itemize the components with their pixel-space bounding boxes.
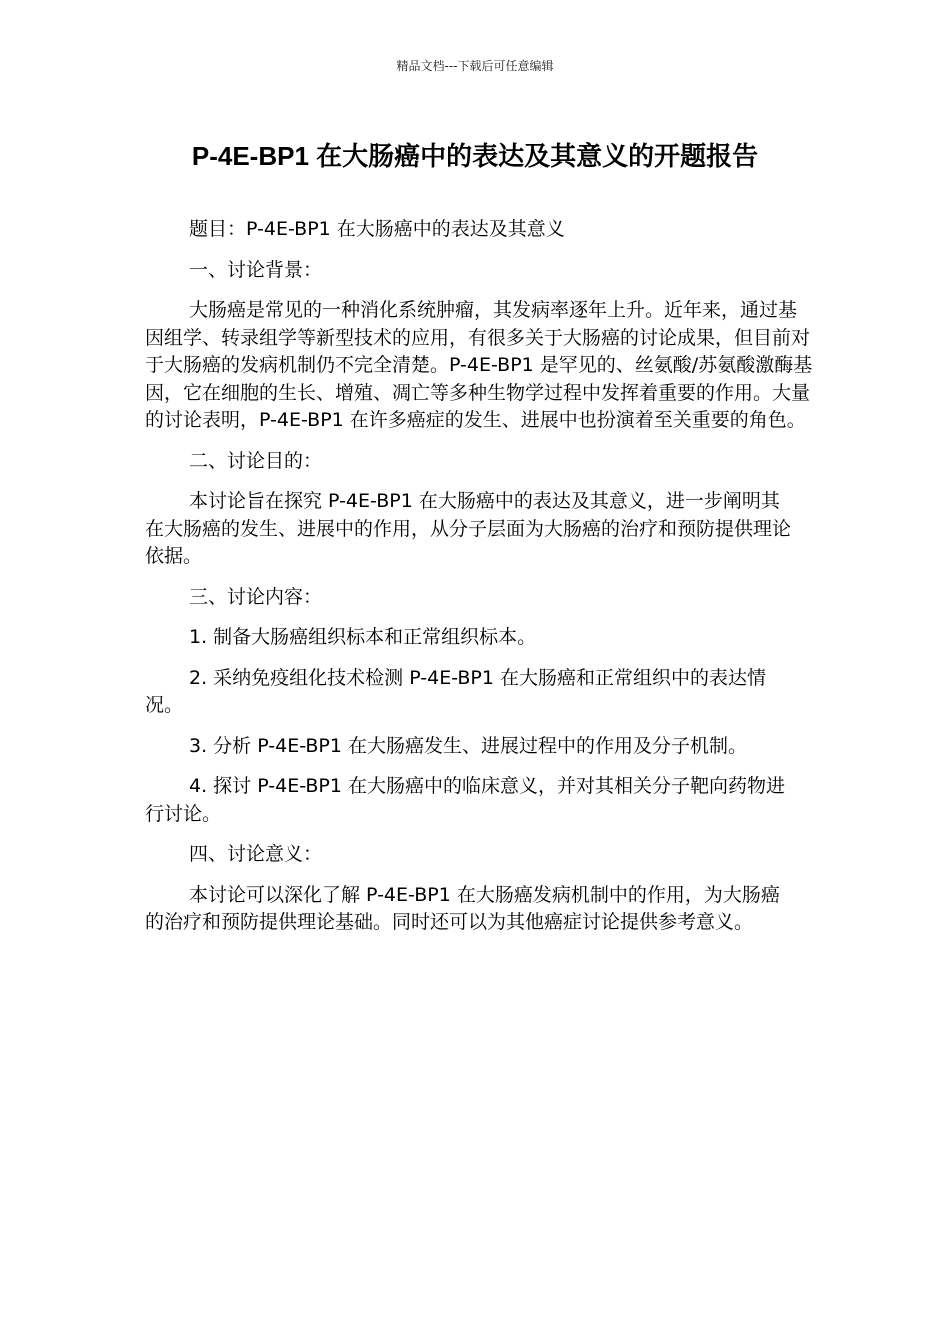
- purpose-paragraph: 本讨论旨在探究 P-4E-BP1 在大肠癌中的表达及其意义，进一步阐明其在大肠癌的发生、进展中的作用，从分子层面为大肠癌的治疗和预防提供理论依据。: [145, 490, 792, 567]
- topic-line: 题目：P-4E-BP1 在大肠癌中的表达及其意义: [189, 218, 565, 240]
- background-paragraph: 大肠癌是常见的一种消化系统肿瘤，其发病率逐年上升。近年来，通过基因组学、转录组学等新型技术的应用，有很多关于大肠癌的讨论成果，但目前对于大肠癌的发病机制仍不完全清楚。P-4E-BP1 是罕见的、丝氨酸/苏氨酸激酶基因，它在细胞的生长、增殖、凋亡等多种生物学过程中发挥着重要的作用。大量的讨论表明，P-4E-BP1 在许多癌症的发生、进展中也扮演着至关重要的角色。: [145, 299, 813, 431]
- header-note: 精品文档---下载后可任意编辑: [396, 59, 554, 73]
- content-item-3: 3. 分析 P-4E-BP1 在大肠癌发生、进展过程中的作用及分子机制。: [189, 734, 747, 757]
- content-item-1: 1. 制备大肠癌组织标本和正常组织标本。: [189, 626, 537, 648]
- section-heading-content: 三、讨论内容：: [189, 585, 323, 608]
- section-heading-background: 一、讨论背景：: [189, 258, 323, 281]
- content-item-4: 4. 探讨 P-4E-BP1 在大肠癌中的临床意义，并对其相关分子靶向药物进行讨论。: [145, 775, 785, 825]
- content-item-2: 2. 采纳免疫组化技术检测 P-4E-BP1 在大肠癌和正常组织中的表达情况。: [145, 666, 766, 716]
- document-title: P-4E-BP1 在大肠癌中的表达及其意义的开题报告: [191, 141, 759, 171]
- section-heading-significance: 四、讨论意义：: [189, 843, 323, 865]
- document-body: [145, 216, 813, 950]
- section-heading-purpose: 二、讨论目的：: [189, 449, 323, 472]
- significance-paragraph: 本讨论可以深化了解 P-4E-BP1 在大肠癌发病机制中的作用，为大肠癌的治疗和预防提供理论基础。同时还可以为其他癌症讨论提供参考意义。: [145, 883, 780, 933]
